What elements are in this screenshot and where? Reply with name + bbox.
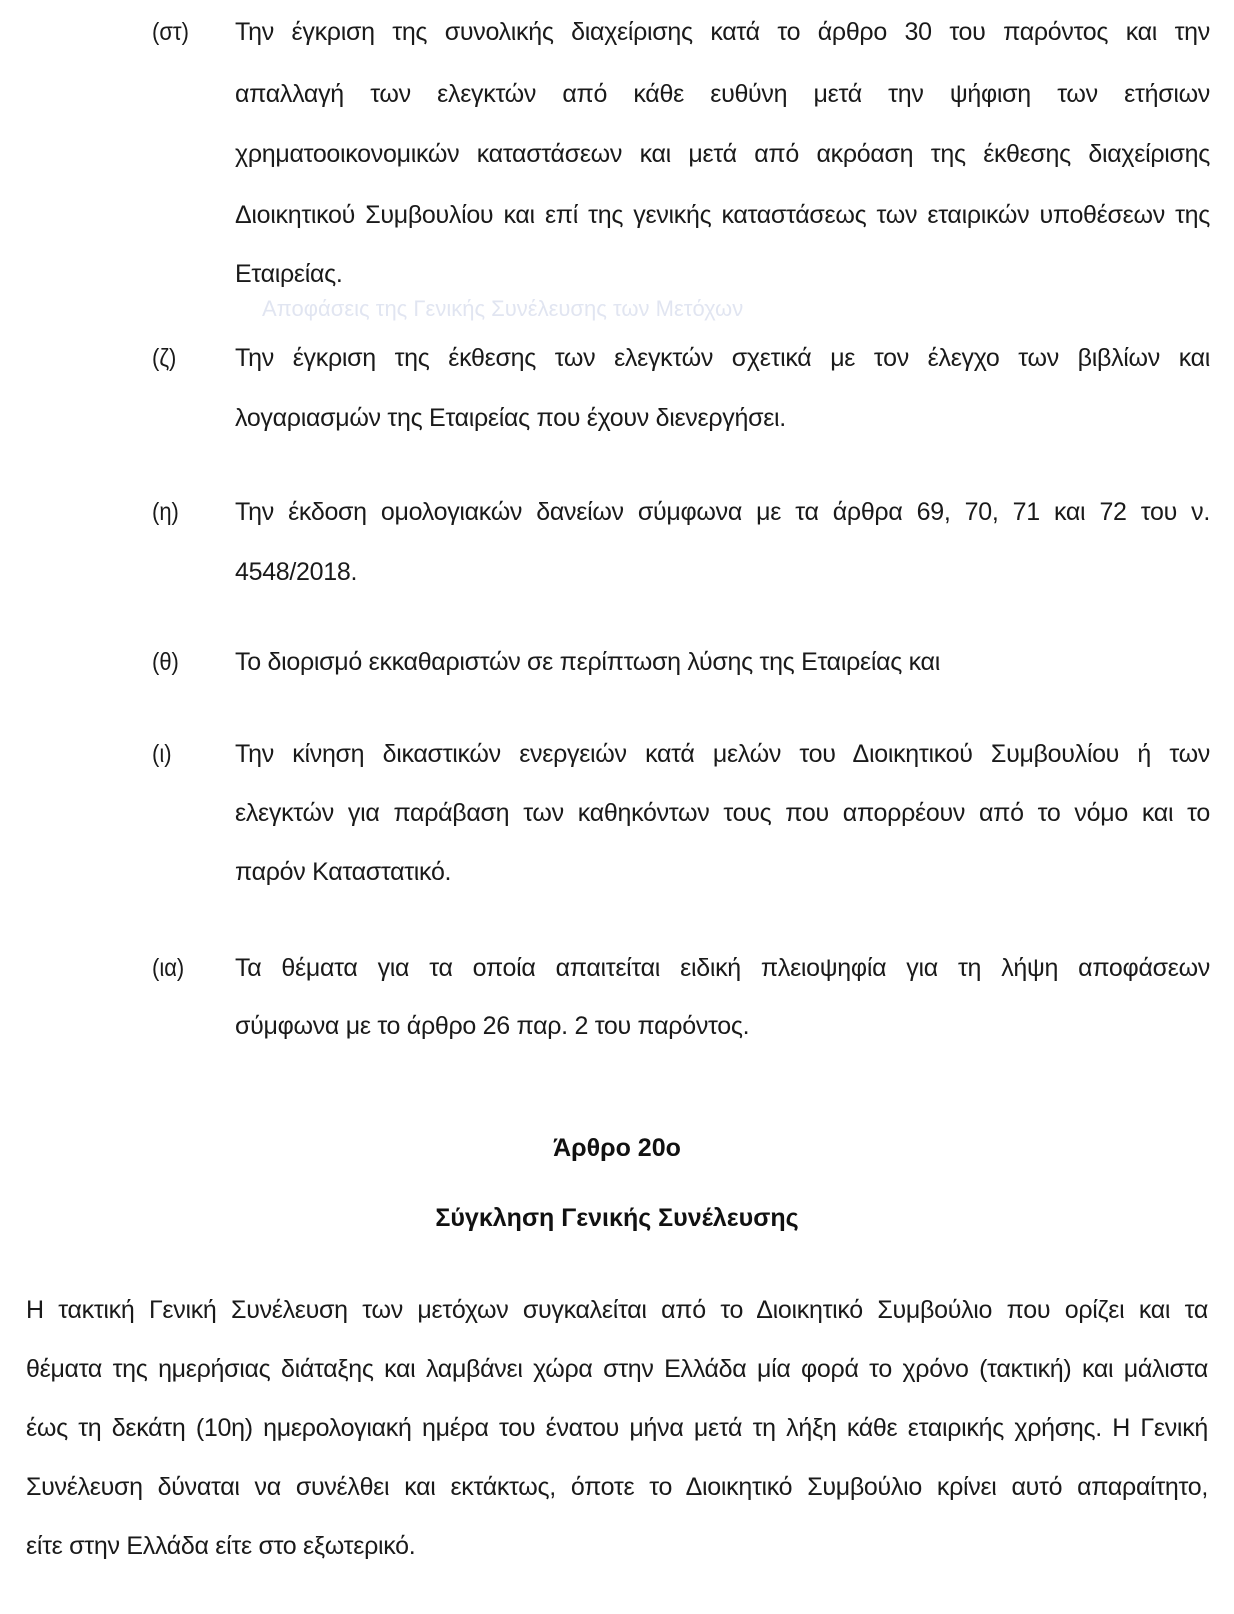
list-item-line: Την κίνηση δικαστικών ενεργειών κατά μελών του Διοικητικού Συμβουλίου ή των bbox=[235, 740, 1210, 768]
list-item-line: σύμφωνα με το άρθρο 26 παρ. 2 του παρόντος. bbox=[235, 1012, 750, 1040]
list-item-line: χρηματοοικονομικών καταστάσεων και μετά από ακρόαση της έκθεσης διαχείρισης bbox=[235, 140, 1210, 168]
list-item-iota bbox=[152, 726, 1210, 906]
paragraph-line: έως τη δεκάτη (10η) ημερολογιακή ημέρα του ένατου μήνα μετά τη λήξη κάθε εταιρικής χρήσης. Η Γενική bbox=[26, 1414, 1208, 1442]
bleed-through-text: Αποφάσεις της Γενικής Συνέλευσης των Μετόχων bbox=[262, 296, 744, 321]
paragraph-line: Η τακτική Γενική Συνέλευση των μετόχων συγκαλείται από το Διοικητικό Συμβούλιο που ορίζει και τα bbox=[26, 1296, 1208, 1324]
list-item-line: Την έγκριση της έκθεσης των ελεγκτών σχετικά με τον έλεγχο των βιβλίων και bbox=[235, 344, 1210, 372]
list-item-i bbox=[152, 484, 1210, 604]
list-item-label: (ζ) bbox=[152, 344, 177, 372]
list-item-ia bbox=[152, 940, 1210, 1060]
list-item-label: (ι) bbox=[152, 740, 172, 768]
list-item-line: λογαριασμών της Εταιρείας που έχουν διενεργήσει. bbox=[235, 404, 786, 432]
list-item-st bbox=[152, 4, 1210, 294]
list-item-line: παρόν Καταστατικό. bbox=[235, 858, 452, 886]
paragraph-line: θέματα της ημερήσιας διάταξης και λαμβάνει χώρα στην Ελλάδα μία φορά το χρόνο (τακτική) και μάλιστα bbox=[26, 1355, 1208, 1383]
article-title-heading: Σύγκληση Γενικής Συνέλευσης bbox=[435, 1204, 799, 1232]
list-item-line: Διοικητικού Συμβουλίου και επί της γενικής καταστάσεως των εταιρικών υποθέσεων της bbox=[235, 201, 1210, 229]
paragraph-line: Συνέλευση δύναται να συνέλθει και εκτάκτως, όποτε το Διοικητικό Συμβούλιο κρίνει αυτό απαραίτητο, bbox=[26, 1473, 1208, 1501]
article-number-heading: Άρθρο 20ο bbox=[553, 1134, 681, 1162]
list-item-line: Τα θέματα για τα οποία απαιτείται ειδική πλειοψηφία για τη λήψη αποφάσεων bbox=[235, 954, 1210, 982]
list-item-label: (στ) bbox=[152, 18, 189, 46]
paragraph-line: είτε στην Ελλάδα είτε στο εξωτερικό. bbox=[26, 1532, 416, 1560]
list-item-line: Εταιρείας. bbox=[235, 260, 343, 288]
list-item-z bbox=[152, 330, 1210, 450]
list-item-line: Την έκδοση ομολογιακών δανείων σύμφωνα με τα άρθρα 69, 70, 71 και 72 του ν. bbox=[235, 498, 1210, 526]
list-item-label: (θ) bbox=[152, 648, 179, 676]
list-item-line: 4548/2018. bbox=[235, 558, 358, 586]
list-item-line: απαλλαγή των ελεγκτών από κάθε ευθύνη μετά την ψήφιση των ετήσιων bbox=[235, 80, 1210, 108]
list-item-label: (ια) bbox=[152, 954, 185, 982]
list-item-th bbox=[152, 634, 1210, 694]
list-item-line: ελεγκτών για παράβαση των καθηκόντων τους που απορρέουν από το νόμο και το bbox=[235, 799, 1210, 827]
list-item-line: Το διορισμό εκκαθαριστών σε περίπτωση λύσης της Εταιρείας και bbox=[235, 648, 940, 676]
list-item-label: (η) bbox=[152, 498, 179, 526]
list-item-line: Την έγκριση της συνολικής διαχείρισης κατά το άρθρο 30 του παρόντος και την bbox=[235, 18, 1210, 46]
